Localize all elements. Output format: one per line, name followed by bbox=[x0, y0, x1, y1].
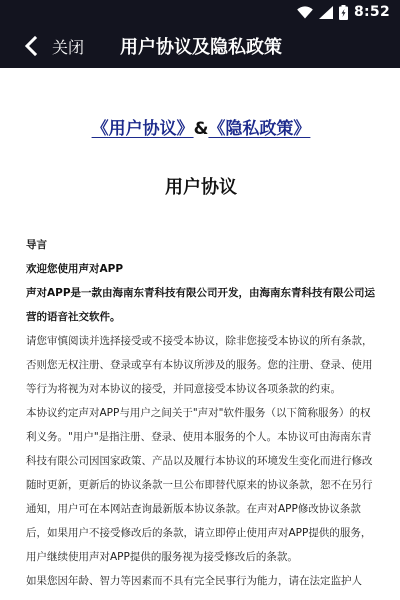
agreement-content[interactable] bbox=[0, 68, 400, 600]
app-header bbox=[0, 0, 400, 68]
close-button[interactable] bbox=[0, 24, 84, 68]
ampersand: & bbox=[193, 119, 209, 139]
cellular-signal-icon bbox=[319, 6, 333, 19]
toolbar bbox=[0, 24, 400, 68]
paragraph: 如果您因年龄、智力等因素而不具有完全民事行为能力，请在法定监护人 bbox=[26, 575, 362, 587]
close-label: 关闭 bbox=[52, 37, 85, 57]
paragraph: 请您审慎阅读并选择接受或不接受本协议，除非您接受本协议的所有条款，否则您无权注册、登录或享有本协议所涉及的服务。您的注册、登录、使用等行为将视为对本协议的接受，并同意接受本协议各项条款的约束。 bbox=[26, 335, 373, 395]
wifi-icon bbox=[297, 6, 313, 19]
status-bar bbox=[0, 0, 400, 24]
paragraph: 声对APP是一款由海南东青科技有限公司开发，由海南东青科技有限公司运营的语音社交软件。 bbox=[26, 287, 376, 323]
paragraph: 导言 bbox=[26, 239, 47, 251]
document-title: 用户协议 bbox=[165, 177, 237, 198]
page-title: 用户协议及隐私政策 bbox=[120, 37, 282, 58]
user-agreement-link[interactable]: 《用户协议》 bbox=[91, 119, 194, 139]
paragraph: 欢迎您使用声对APP bbox=[26, 263, 124, 275]
paragraph: 本协议约定声对APP与用户之间关于"声对"软件服务（以下简称服务）的权利义务。"用户"是指注册、登录、使用本服务的个人。本协议可由海南东青科技有限公司因国家政策、产品以及履行本协议的环境发生变化而进行修改随时更新，更新后的协议条款一旦公布即替代原来的协议条款，恕不在另行通知，用户可在本网站查询最新版本协议条款。在声对APP修改协议条款后，如果用户不接受修改后的条款，请立即停止使用声对APP提供的服务，用户继续使用声对APP提供的服务视为接受修改后的条款。 bbox=[26, 407, 373, 563]
status-time: 8:52 bbox=[353, 4, 390, 20]
policy-links bbox=[26, 114, 376, 139]
battery-icon bbox=[339, 5, 348, 20]
privacy-policy-link[interactable]: 《隐私政策》 bbox=[208, 119, 311, 139]
document-body bbox=[26, 233, 376, 593]
chevron-left-icon bbox=[22, 36, 40, 56]
